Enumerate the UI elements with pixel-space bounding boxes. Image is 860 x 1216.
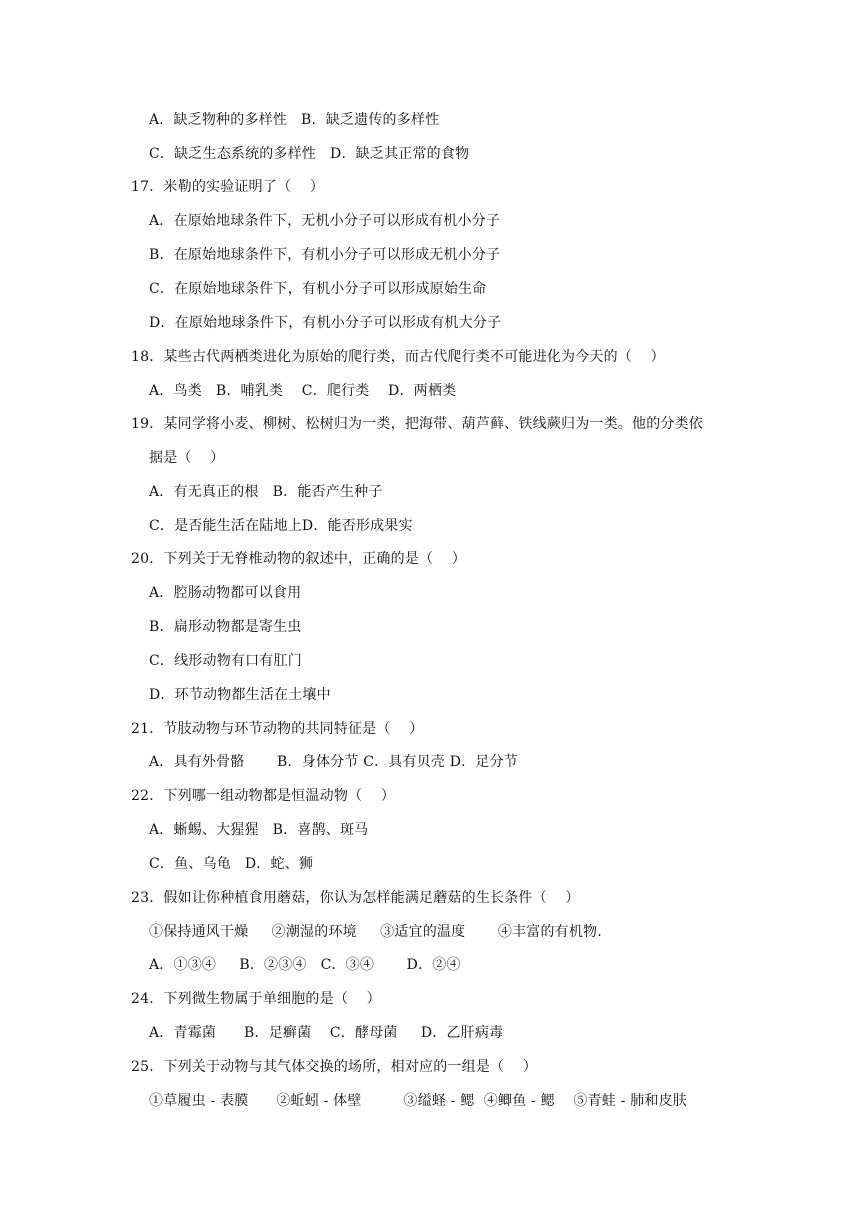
q23-conditions: ①保持通风干燥 ②潮湿的环境 ③适宜的温度 ④丰富的有机物. (149, 924, 602, 940)
q20-option-c: C．线形动物有口有肛门 (149, 653, 302, 669)
q17-option-b: B．在原始地球条件下，有机小分子可以形成无机小分子 (149, 247, 501, 263)
q17-option-a: A．在原始地球条件下，无机小分子可以形成有机小分子 (149, 213, 501, 229)
q20-option-d: D．环节动物都生活在土壤中 (149, 687, 331, 703)
q20-option-b: B．扁形动物都是寄生虫 (149, 619, 302, 635)
q23-options: A．①③④ B．②③④ C．③④ D．②④ (149, 957, 461, 973)
question-22: 22．下列哪一组动物都是恒温动物（ ） (131, 788, 396, 804)
q17-option-d: D．在原始地球条件下，有机小分子可以形成有机大分子 (149, 315, 502, 331)
q25-pairs: ①草履虫 - 表膜 ②蚯蚓 - 体壁 ③缢蛏 - 鳃 ④鲫鱼 - 鳃 ⑤青蛙 - 肺和皮肤 (149, 1093, 688, 1109)
question-20: 20．下列关于无脊椎动物的叙述中，正确的是（ ） (131, 551, 467, 567)
q18-options: A．鸟类 B．哺乳类 C．爬行类 D．两栖类 (149, 383, 457, 399)
q24-options: A．青霉菌 B．足癣菌 C．酵母菌 D．乙肝病毒 (149, 1025, 504, 1041)
q19-options-row-1: A．有无真正的根 B．能否产生种子 (149, 484, 383, 500)
question-19: 19．某同学将小麦、柳树、松树归为一类，把海带、葫芦藓、铁线蕨归为一类。他的分类依 (131, 416, 704, 432)
q22-options-row-1: A．蜥蜴、大猩猩 B．喜鹊、斑马 (149, 822, 369, 838)
question-19-cont: 据是（ ） (149, 450, 225, 466)
question-21: 21．节肢动物与环节动物的共同特征是（ ） (131, 721, 424, 737)
q17-option-c: C．在原始地球条件下，有机小分子可以形成原始生命 (149, 281, 487, 297)
q16-options-row-1: A．缺乏物种的多样性 B．缺乏遗传的多样性 (149, 112, 440, 128)
question-17: 17．米勒的实验证明了（ ） (131, 179, 325, 195)
q22-options-row-2: C．鱼、乌龟 D．蛇、狮 (149, 856, 314, 872)
question-25: 25．下列关于动物与其气体交换的场所，相对应的一组是（ ） (131, 1059, 538, 1075)
q20-option-a: A．腔肠动物都可以食用 (149, 585, 302, 601)
q21-options: A．具有外骨骼 B．身体分节 C．具有贝壳 D．足分节 (149, 754, 518, 770)
q19-options-row-2: C．是否能生活在陆地上D．能否形成果实 (149, 518, 413, 534)
question-18: 18．某些古代两栖类进化为原始的爬行类，而古代爬行类不可能进化为今天的（ ） (131, 349, 665, 365)
question-24: 24．下列微生物属于单细胞的是（ ） (131, 991, 381, 1007)
question-23: 23．假如让你种植食用蘑菇，你认为怎样能满足蘑菇的生长条件（ ） (131, 890, 580, 906)
q16-options-row-2: C．缺乏生态系统的多样性 D．缺乏其正常的食物 (149, 146, 470, 162)
